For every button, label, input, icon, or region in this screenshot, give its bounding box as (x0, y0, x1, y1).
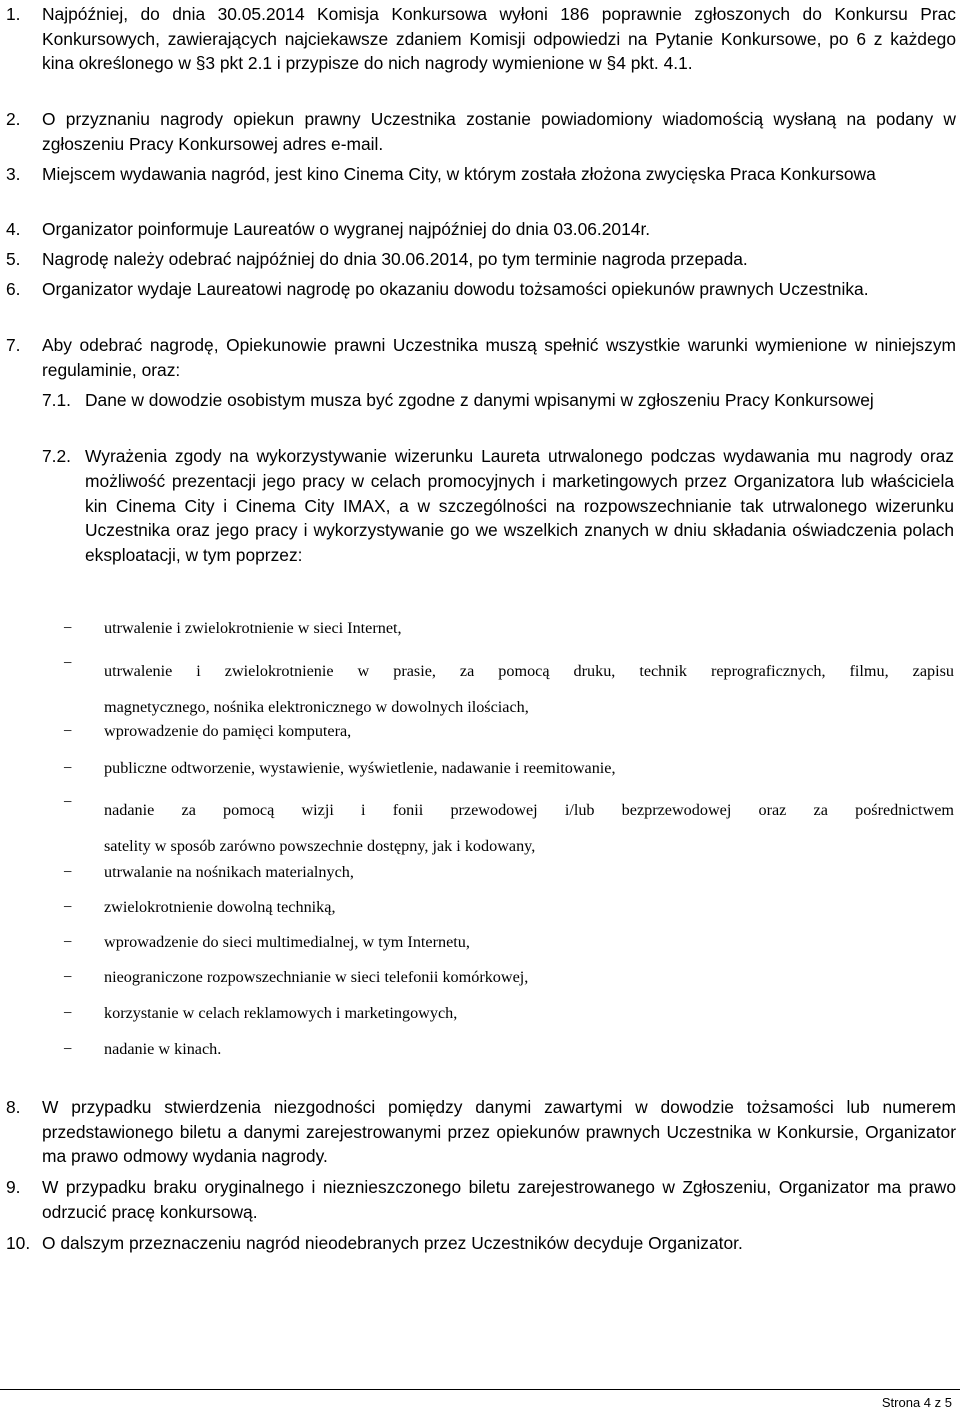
dash-icon: − (63, 898, 73, 916)
bullet-text (104, 793, 954, 864)
sub-item-number: 7.1. (42, 390, 72, 410)
bullet-text-line: nadanie za pomocą wizji i fonii przewodowej i/lub bezprzewodowej oraz za pośrednictwem (104, 801, 954, 819)
sub-item-text: Dane w dowodzie osobistym musza być zgodne z danymi wpisanymi w zgłoszeniu Pracy Konkursowej (85, 390, 874, 410)
dash-icon: − (63, 759, 73, 777)
bullet-text: wprowadzenie do sieci multimedialnej, w tym Internetu, (104, 933, 470, 951)
dash-icon: − (63, 933, 73, 951)
bullet-text-line: magnetycznego, nośnika elektronicznego w dowolnych ilościach, (104, 697, 529, 716)
item-text: Miejscem wydawania nagród, jest kino Cinema City, w którym została złożona zwycięska Praca Konkursowa (42, 164, 876, 184)
item-text: W przypadku stwierdzenia niezgodności pomiędzy danymi zawartymi w dowodzie tożsamości lub numerem przedstawionego biletu a danymi zarejestrowanymi przez opiekunów prawnych Uczestnika w Konkursie, Organizator ma prawo odmowy wydania nagrody. (42, 1097, 956, 1166)
list-item (6, 1095, 956, 1170)
footer-divider (0, 1389, 960, 1390)
dash-icon: − (63, 654, 73, 672)
bullet-item (63, 759, 954, 783)
bullet-text-line: satelity w sposób zarówno powszechnie dostępny, jak i kodowany, (104, 836, 536, 855)
item-number: 2. (6, 109, 21, 129)
list-item (6, 217, 956, 242)
bullet-item (63, 863, 954, 887)
list-item (6, 107, 956, 157)
bullet-text: nieograniczone rozpowszechnianie w sieci telefonii komórkowej, (104, 968, 529, 986)
list-item (6, 1175, 956, 1225)
item-text: Aby odebrać nagrodę, Opiekunowie prawni Uczestnika muszą spełnić wszystkie warunki wymienione w niniejszym regulaminie, oraz: (42, 335, 956, 380)
page-number: Strona 4 z 5 (881, 1395, 952, 1410)
list-item (6, 333, 956, 383)
bullet-text: korzystanie w celach reklamowych i marketingowych, (104, 1004, 458, 1022)
bullet-text: nadanie w kinach. (104, 1040, 222, 1058)
list-item (6, 162, 956, 212)
bullet-text: utrwalenie i zwielokrotnienie w sieci Internet, (104, 619, 402, 637)
sub-item-number: 7.2. (42, 446, 72, 466)
dash-icon: − (63, 863, 73, 881)
item-number: 8. (6, 1097, 21, 1117)
list-item (6, 247, 956, 272)
item-number: 1. (6, 4, 21, 24)
item-text: W przypadku braku oryginalnego i nieznieszczonego biletu zarejestrowanego w Zgłoszeniu, Organizator ma prawo odrzucić pracę konkursową. (42, 1177, 956, 1222)
sub-item (42, 388, 954, 438)
item-text: Organizator wydaje Laureatowi nagrodę po okazaniu dowodu tożsamości opiekunów prawnych Uczestnika. (42, 279, 869, 299)
bullet-item (63, 619, 954, 643)
bullet-text: publiczne odtworzenie, wystawienie, wyświetlenie, nadawanie i reemitowanie, (104, 759, 616, 777)
sub-item (42, 444, 954, 594)
bullet-text (104, 654, 954, 725)
list-item (6, 2, 956, 102)
item-text: Nagrodę należy odebrać najpóźniej do dnia 30.06.2014, po tym terminie nagroda przepada. (42, 249, 748, 269)
item-text: O przyznaniu nagrody opiekun prawny Uczestnika zostanie powiadomiony wiadomością wysłaną na podany w zgłoszeniu Pracy Konkursowej adres e-mail. (42, 109, 956, 154)
dash-icon: − (63, 968, 73, 986)
dash-icon: − (63, 793, 73, 811)
bullet-item (63, 722, 954, 746)
item-number: 10. (6, 1233, 31, 1253)
bullet-item (63, 1040, 954, 1064)
sub-item-text: Wyrażenia zgody na wykorzystywanie wizerunku Laureta utrwalonego podczas wydawania mu nagrody oraz możliwość prezentacji jego pracy w celach promocyjnych i marketingowych przez Organizatora lub właściciela kin Cinema City i Cinema City IMAX, a w szczególności na rozpowszechnianie tak utrwalonego wizerunku Uczestnika oraz jego pracy i wykorzystywanie go we wszelkich znanych w dniu składania oświadczenia polach eksploatacji, w tym poprzez: (85, 446, 954, 566)
item-number: 3. (6, 164, 21, 184)
dash-icon: − (63, 1040, 73, 1058)
bullet-text-line: utrwalenie i zwielokrotnienie w prasie, za pomocą druku, technik reprograficznych, filmu, zapisu (104, 662, 954, 680)
item-number: 5. (6, 249, 21, 269)
bullet-item (63, 898, 954, 922)
dash-icon: − (63, 619, 73, 637)
bullet-text: utrwalanie na nośnikach materialnych, (104, 863, 354, 881)
bullet-item (63, 968, 954, 992)
item-number: 9. (6, 1177, 21, 1197)
bullet-item (63, 1004, 954, 1028)
item-number: 6. (6, 279, 21, 299)
bullet-item (63, 933, 954, 957)
item-number: 7. (6, 335, 21, 355)
bullet-text: zwielokrotnienie dowolną techniką, (104, 898, 336, 916)
bullet-item (63, 654, 954, 718)
list-item (6, 277, 956, 327)
item-text: Najpóźniej, do dnia 30.05.2014 Komisja Konkursowa wyłoni 186 poprawnie zgłoszonych do Konkursu Prac Konkursowych, zawierających najciekawsze zdaniem Komisji odpowiedzi na Pytanie Konkursowe, po 6 z każdego kina określonego w §3 pkt 2.1 i przypisze do nich nagrody wymienione w §4 pkt. 4.1. (42, 4, 956, 73)
dash-icon: − (63, 1004, 73, 1022)
bullet-item (63, 793, 954, 857)
list-item (6, 1231, 956, 1256)
item-number: 4. (6, 219, 21, 239)
item-text: O dalszym przeznaczeniu nagród nieodebranych przez Uczestników decyduje Organizator. (42, 1233, 743, 1253)
item-text: Organizator poinformuje Laureatów o wygranej najpóźniej do dnia 03.06.2014r. (42, 219, 651, 239)
bullet-text: wprowadzenie do pamięci komputera, (104, 722, 352, 740)
dash-icon: − (63, 722, 73, 740)
